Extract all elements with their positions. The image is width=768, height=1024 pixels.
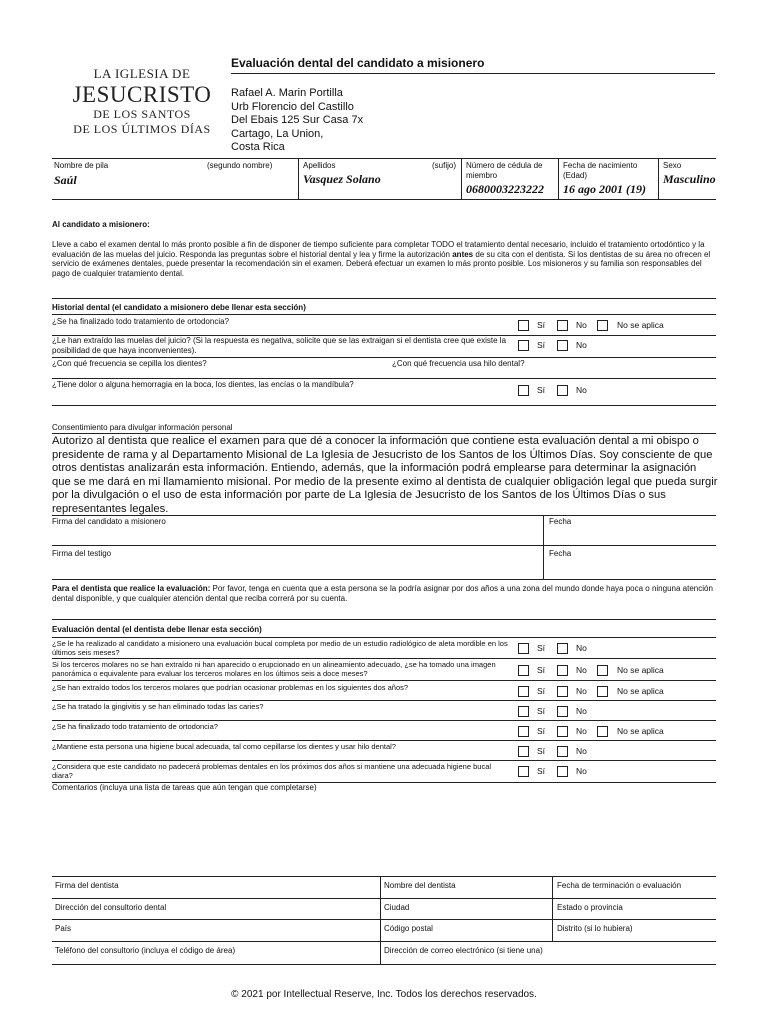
evaluation-q6-yes-checkbox[interactable] [518, 746, 529, 757]
history-q2-no-checkbox[interactable] [557, 340, 568, 351]
evaluation-q6: ¿Mantiene esta persona una higiene bucal adecuada, tal como cepillarse los dientes y usar hilo dental? [52, 742, 396, 751]
witness-signature-field[interactable]: Firma del testigo [52, 549, 112, 558]
first-name-value[interactable]: Saúl [54, 173, 77, 187]
dentist-note-heading: Para el dentista que realice la evaluación: [52, 584, 211, 593]
dentist-note-text: Por favor, tenga en cuenta que a esta persona se la podría asignar por dos años a una zona del mundo donde haya poca o ninguna atención dental disponible, y que cualquier atención dental que reciba correrá por su cuenta. [52, 584, 713, 603]
logo-line-1: LA IGLESIA DE [93, 66, 191, 81]
copyright-footer: © 2021 por Intellectual Reserve, Inc. Todos los derechos reservados. [231, 989, 537, 1000]
na-label: No se aplica [617, 686, 664, 696]
candidate-heading: Al candidato a misionero: [52, 220, 150, 229]
sex-value[interactable]: Masculino [663, 172, 716, 186]
address-line: Rafael A. Marin Portilla [231, 87, 343, 99]
church-logo [62, 66, 222, 137]
history-q2-yes-checkbox[interactable] [518, 340, 529, 351]
na-label: No se aplica [617, 320, 664, 330]
evaluation-q3-na-checkbox[interactable] [597, 686, 608, 697]
dentist-name-field[interactable]: Nombre del dentista [384, 881, 456, 890]
evaluation-q2: Si los terceros molares no se han extraído ni han aparecido o erupcionado en un alineamiento adecuado, ¿se ha tomado una imagen panorámica o equivalente para evaluar los terceros molares en los últimos seis a doce meses? [52, 660, 496, 678]
address-line: Urb Florencio del Castillo [231, 100, 354, 113]
evaluation-q2-na-checkbox[interactable] [597, 665, 608, 676]
evaluation-q1-no-checkbox[interactable] [557, 643, 568, 654]
sex-label: Sexo [663, 161, 682, 170]
dentist-signature-field[interactable]: Firma del dentista [55, 881, 119, 890]
email-field[interactable]: Dirección de correo electrónico (si tiene una) [384, 946, 543, 955]
history-q1-no-checkbox[interactable] [557, 320, 568, 331]
address-block [231, 87, 363, 155]
member-number-value[interactable]: 0680003223222 [466, 182, 544, 196]
middle-name-label: (segundo nombre) [207, 161, 273, 170]
evaluation-q1-yes-checkbox[interactable] [518, 643, 529, 654]
evaluation-q4-yes-checkbox[interactable] [518, 706, 529, 717]
no-label: No [576, 746, 587, 756]
office-address-field[interactable]: Dirección del consultorio dental [55, 903, 167, 912]
evaluation-q6-no-checkbox[interactable] [557, 746, 568, 757]
na-label: No se aplica [617, 665, 664, 675]
candidate-date-field[interactable]: Fecha [549, 517, 572, 526]
evaluation-q3-no-checkbox[interactable] [557, 686, 568, 697]
district-field[interactable]: Distrito (si lo hubiera) [557, 924, 633, 933]
yes-label: Sí [537, 340, 546, 350]
last-name-label: Apellidos [303, 161, 336, 170]
no-label: No [576, 726, 587, 736]
birth-date-label: Fecha de nacimiento (Edad) [563, 161, 638, 180]
yes-label: Sí [537, 726, 546, 736]
history-q4: ¿Tiene dolor o alguna hemorragia en la boca, los dientes, las encías o la mandíbula? [52, 380, 354, 389]
comments-field[interactable]: Comentarios (incluya una lista de tareas que aún tengan que completarse) [52, 783, 317, 792]
history-q1: ¿Se ha finalizado todo tratamiento de ortodoncia? [52, 317, 230, 326]
history-q1-yes-checkbox[interactable] [518, 320, 529, 331]
evaluation-q4: ¿Se ha tratado la gingivitis y se han eliminado todas las caries? [52, 702, 264, 711]
yes-label: Sí [537, 746, 546, 756]
yes-label: Sí [537, 706, 546, 716]
dentist-note [52, 584, 716, 603]
state-field[interactable]: Estado o provincia [557, 903, 623, 912]
office-phone-field[interactable]: Teléfono del consultorio (incluya el código de área) [55, 946, 236, 955]
yes-label: Sí [537, 320, 546, 330]
no-label: No [576, 706, 587, 716]
logo-line-2: JESUCRISTO [72, 82, 212, 107]
no-label: No [576, 665, 587, 675]
no-label: No [576, 643, 587, 653]
no-label: No [576, 320, 587, 330]
no-label: No [576, 766, 587, 776]
history-q4-no-checkbox[interactable] [557, 385, 568, 396]
history-q3b: ¿Con qué frecuencia usa hilo dental? [392, 359, 525, 368]
candidate-signature-field[interactable]: Firma del candidato a misionero [52, 517, 166, 526]
logo-line-4: DE LOS ÚLTIMOS DÍAS [73, 122, 211, 136]
na-label: No se aplica [617, 726, 664, 736]
witness-date-field[interactable]: Fecha [549, 549, 572, 558]
first-name-label: Nombre de pila [54, 161, 109, 170]
suffix-label: (sufijo) [432, 161, 457, 170]
history-q2: ¿Le han extraído las muelas del juicio? (Si la respuesta es negativa, solicite que se las extraigan si el dentista cree que existe la posibilidad de que haya inconvenientes). [52, 336, 507, 355]
address-line: Costa Rica [231, 141, 285, 153]
evaluation-q5-yes-checkbox[interactable] [518, 726, 529, 737]
country-field[interactable]: País [55, 924, 72, 933]
yes-label: Sí [537, 665, 546, 675]
last-name-value[interactable]: Vasquez Solano [303, 172, 381, 186]
address-line: Del Ebais 125 Sur Casa 7x [231, 114, 364, 126]
evaluation-q7: ¿Considera que este candidato no padecerá problemas dentales en los próximos dos años si mantiene una adecuada higiene bucal diara? [52, 762, 492, 780]
evaluation-date-field[interactable]: Fecha de terminación o evaluación [557, 881, 682, 890]
evaluation-q7-yes-checkbox[interactable] [518, 766, 529, 777]
no-label: No [576, 686, 587, 696]
evaluation-q1: ¿Se le ha realizado al candidato a misionero una evaluación bucal completa por medio de un estudio radiológico de aleta mordible en los últimos seis meses? [52, 639, 508, 657]
history-q4-yes-checkbox[interactable] [518, 385, 529, 396]
member-number-label: Número de cédula de miembro [466, 161, 543, 180]
history-q3a: ¿Con qué frecuencia se cepilla los dientes? [52, 359, 207, 368]
no-label: No [576, 340, 587, 350]
candidate-instructions-part1: Lleve a cabo el examen dental lo más pronto posible a fin de disponer de tiempo suficiente para completar TODO el tratamiento dental necesario, incluido el tratamiento ortodóntico y la evaluación de las muelas del juicio. Responda las preguntas sobre el historial dental y lea y firme la autorización [52, 240, 705, 259]
evaluation-q2-no-checkbox[interactable] [557, 665, 568, 676]
evaluation-q3: ¿Se han extraído todos los terceros molares que podrían ocasionar problemas en los siguientes dos años? [52, 683, 409, 692]
logo-line-3: DE LOS SANTOS [93, 107, 191, 121]
form-title: Evaluación dental del candidato a misionero [231, 56, 485, 70]
evaluation-q5: ¿Se ha finalizado todo tratamiento de ortodoncia? [52, 722, 218, 731]
candidate-instructions-bold: antes [452, 249, 474, 259]
candidate-instructions [52, 240, 716, 278]
birth-date-value[interactable]: 16 ago 2001 (19) [563, 182, 646, 196]
yes-label: Sí [537, 385, 546, 395]
evaluation-q4-no-checkbox[interactable] [557, 706, 568, 717]
history-q1-na-checkbox[interactable] [597, 320, 608, 331]
consent-text: Autorizo al dentista que realice el examen para que dé a conocer la información que contiene esta evaluación dental a mi obispo o presidente de rama y al Departamento Misional de La Iglesia de Jesucristo de los Santos de los Últimos Días. Soy consciente de que otros dentistas analizarán esta información. Entiendo, además, que la información podrá emplearse para determinar la asignación que se me dará en mi llamamiento misional. Por medio de la presente eximo al dentista de cualquier obligación legal que pueda surgir por la divulgación o el uso de esta información por parte de La Iglesia de Jesucristo de los Santos de los Últimos Días o sus representantes legales. [52, 435, 718, 515]
postal-code-field[interactable]: Código postal [384, 924, 433, 933]
evaluation-q2-yes-checkbox[interactable] [518, 665, 529, 676]
history-heading: Historial dental (el candidato a misionero debe llenar esta sección) [52, 303, 306, 312]
address-line: Cartago, La Union, [231, 127, 324, 140]
evaluation-q5-no-checkbox[interactable] [557, 726, 568, 737]
yes-label: Sí [537, 643, 546, 653]
yes-label: Sí [537, 766, 546, 776]
candidate-instructions-part2: de su cita con el dentista. Si los dentistas de su área no ofrecen el servicio de exámenes dentales, puede presentar la recomendación sin el examen. Deberá efectuar un examen lo más pronto posible. Los misioneros y su familia son responsables del pago de cualquier tratamiento dental. [52, 249, 711, 278]
evaluation-heading: Evaluación dental (el dentista debe llenar esta sección) [52, 625, 262, 634]
yes-label: Sí [537, 686, 546, 696]
evaluation-q3-yes-checkbox[interactable] [518, 686, 529, 697]
no-label: No [576, 385, 587, 395]
consent-label: Consentimiento para divulgar información personal [52, 423, 233, 432]
evaluation-q5-na-checkbox[interactable] [597, 726, 608, 737]
city-field[interactable]: Ciudad [384, 903, 410, 912]
evaluation-q7-no-checkbox[interactable] [557, 766, 568, 777]
